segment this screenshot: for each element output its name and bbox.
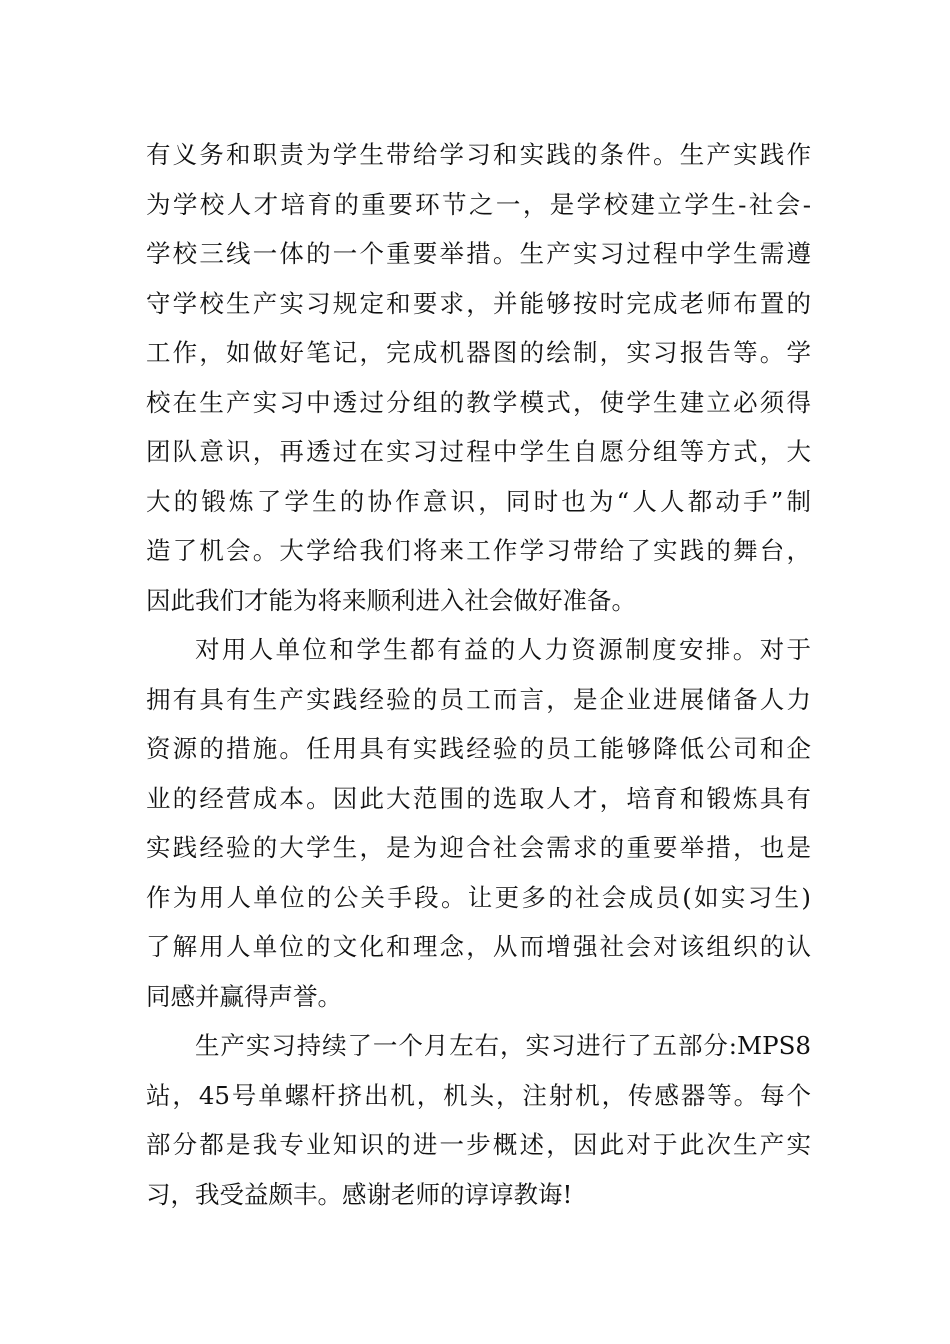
text-line: 校在生产实习中透过分组的教学模式，使学生建立必须得 (146, 387, 811, 417)
text-line: 因此我们才能为将来顺利进入社会做好准备。 (146, 585, 636, 615)
text-line: 拥有具有生产实践经验的员工而言，是企业进展储备人力 (146, 684, 811, 714)
text-line: 有义务和职责为学生带给学习和实践的条件。生产实践作 (146, 140, 811, 169)
text-line: 大的锻炼了学生的协作意识，同时也为“人人都动手”制 (146, 486, 811, 516)
text-line: 业的经营成本。因此大范围的选取人才，培育和锻炼具有 (146, 783, 811, 813)
text-line: 了解用人单位的文化和理念，从而增强社会对该组织的认 (146, 932, 811, 961)
text-line: 守学校生产实习规定和要求，并能够按时完成老师布置的 (146, 288, 811, 318)
text-line: 站，45号单螺杆挤出机，机头，注射机，传感器等。每个 (146, 1080, 811, 1110)
text-line: 学校三线一体的一个重要举措。生产实习过程中学生需遵 (146, 239, 811, 268)
text-line: 为学校人才培育的重要环节之一，是学校建立学生-社会- (146, 189, 811, 219)
text-line: 造了机会。大学给我们将来工作学习带给了实践的舞台， (146, 536, 811, 565)
text-line: 部分都是我专业知识的进一步概述，因此对于此次生产实 (146, 1130, 811, 1159)
text-line: 对用人单位和学生都有益的人力资源制度安排。对于 (195, 635, 811, 664)
text-line: 实践经验的大学生，是为迎合社会需求的重要举措，也是 (146, 833, 811, 862)
text-line: 作为用人单位的公关手段。让更多的社会成员(如实习生) (146, 882, 811, 912)
text-line: 生产实习持续了一个月左右，实习进行了五部分:MPS8 (195, 1031, 811, 1060)
text-line: 同感并赢得声誉。 (146, 981, 342, 1011)
text-line: 工作，如做好笔记，完成机器图的绘制，实习报告等。学 (146, 338, 811, 367)
document-body (146, 130, 811, 1219)
text-line: 习，我受益颇丰。感谢老师的谆谆教诲! (146, 1179, 573, 1209)
text-line: 资源的措施。任用具有实践经验的员工能够降低公司和企 (146, 734, 811, 763)
text-line: 团队意识，再透过在实习过程中学生自愿分组等方式，大 (146, 437, 811, 466)
